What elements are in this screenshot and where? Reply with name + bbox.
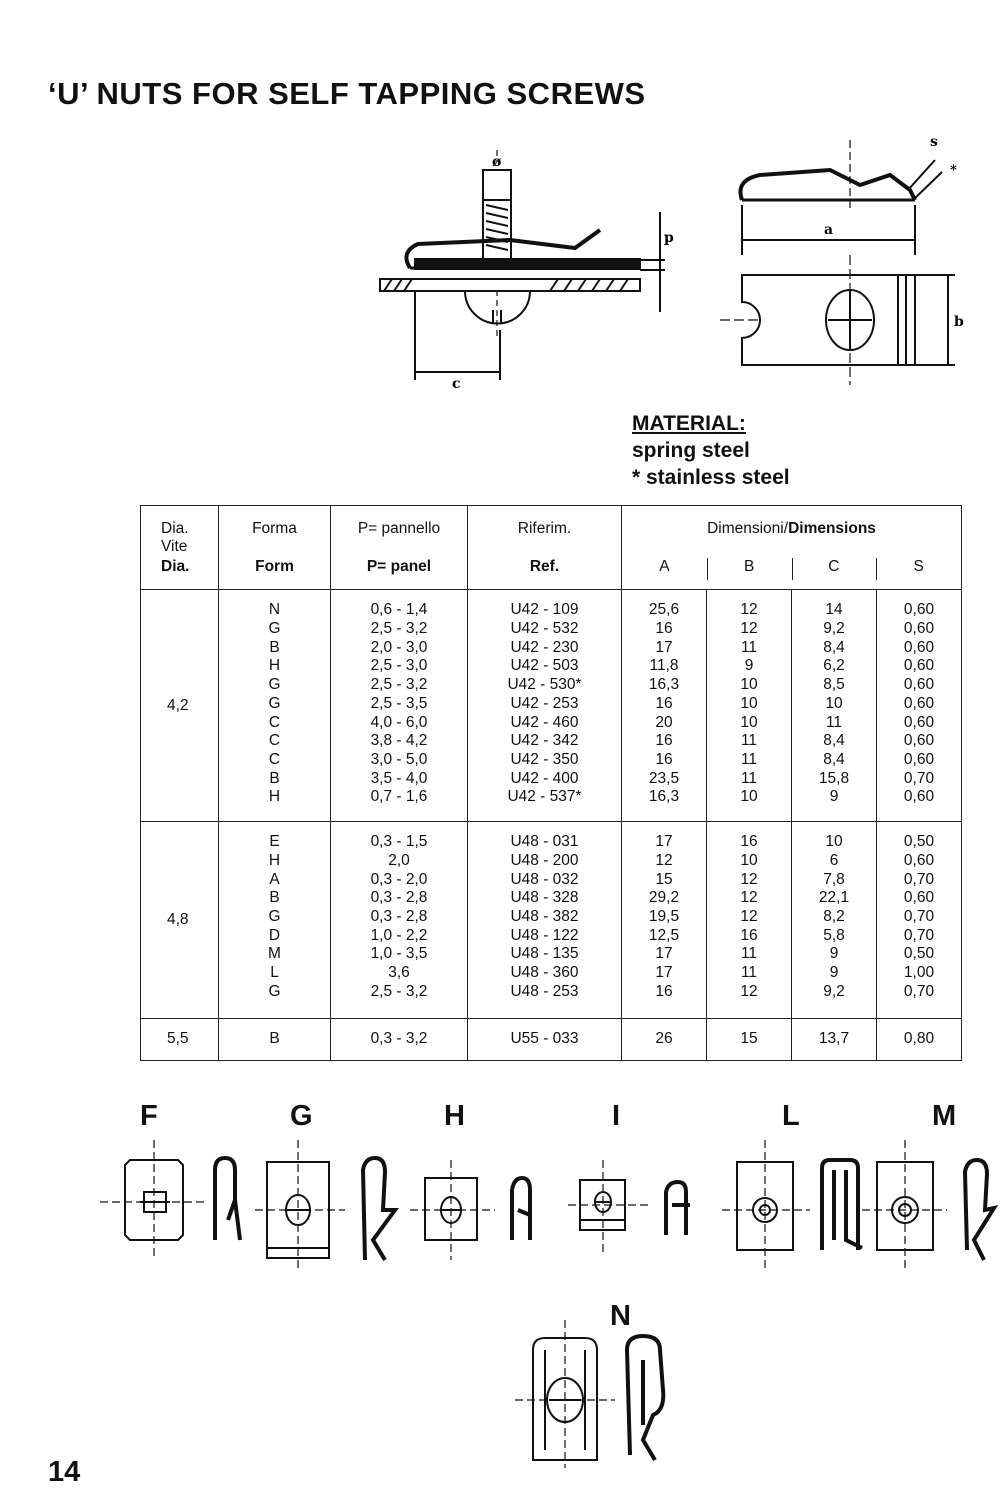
b-cell bbox=[707, 822, 792, 1019]
dia-cell: 4,2 bbox=[141, 590, 219, 822]
header-panel-it: P= pannello bbox=[357, 520, 441, 537]
ref-values: U48 - 031 U48 - 200 U48 - 032 U48 - 328 U48 - 382 U48 - 122 U48 - 135 U48 - 360 U48 - 253 bbox=[510, 833, 579, 1000]
panel-cell bbox=[331, 822, 468, 1019]
s-cell bbox=[877, 590, 962, 822]
c-values: 14 9,2 8,4 6,2 8,5 10 11 8,4 8,4 15,8 9 bbox=[818, 601, 850, 806]
panel-cell bbox=[331, 590, 468, 822]
nut-dimension-drawing bbox=[720, 130, 980, 390]
table-row bbox=[141, 590, 962, 822]
c-label: c bbox=[452, 376, 461, 390]
form-label-n: N bbox=[610, 1300, 631, 1332]
header-dia-it: Dia. Vite bbox=[161, 520, 189, 555]
form-label-g: G bbox=[290, 1100, 313, 1132]
stainless-marker: * bbox=[950, 163, 957, 178]
form-values: N G B H G G C C C B H bbox=[268, 601, 281, 806]
form-l-drawing bbox=[722, 1140, 882, 1270]
form-i-drawing bbox=[568, 1160, 718, 1270]
header-col-a: A bbox=[659, 558, 670, 575]
header-form-en: Form bbox=[255, 558, 294, 575]
header-dia-en: Dia. bbox=[161, 558, 190, 575]
form-values: E H A B G D M L G bbox=[268, 833, 281, 1000]
header-panel bbox=[331, 506, 468, 590]
header-ref-it: Riferim. bbox=[517, 520, 572, 537]
c-cell bbox=[792, 822, 877, 1019]
header-dia bbox=[141, 506, 219, 590]
s-values: 0,50 0,60 0,70 0,60 0,70 0,70 0,50 1,00 0,70 bbox=[903, 833, 935, 1000]
s-label: s bbox=[930, 134, 938, 150]
ref-values: U42 - 109 U42 - 532 U42 - 230 U42 - 503 U42 - 530* U42 - 253 U42 - 460 U42 - 342 U42 - 350 U42 - 400 U42 - 537* bbox=[507, 601, 582, 806]
material-stainless-steel: * stainless steel bbox=[632, 466, 790, 489]
header-dimensions bbox=[622, 506, 962, 590]
material-spring-steel: spring steel bbox=[632, 439, 750, 462]
header-dim-it: Dimensioni/ bbox=[707, 520, 789, 537]
b-values: 12 12 11 9 10 10 10 11 11 11 10 bbox=[740, 601, 758, 806]
ref-cell: U55 - 033 bbox=[468, 1018, 622, 1060]
a-cell bbox=[622, 590, 707, 822]
form-n-drawing bbox=[515, 1320, 695, 1470]
b-cell bbox=[707, 590, 792, 822]
a-cell bbox=[622, 822, 707, 1019]
b-label: b bbox=[954, 314, 964, 330]
header-ref bbox=[468, 506, 622, 590]
form-cell bbox=[219, 590, 331, 822]
header-form-it: Forma bbox=[252, 520, 297, 537]
panel-cell: 0,3 - 3,2 bbox=[331, 1018, 468, 1060]
header-col-c: C bbox=[792, 558, 877, 586]
header-panel-en: P= panel bbox=[366, 558, 432, 575]
form-label-h: H bbox=[444, 1100, 465, 1132]
specification-table bbox=[140, 505, 962, 1061]
header-dim-en: Dimensions bbox=[788, 520, 876, 537]
s-cell bbox=[877, 822, 962, 1019]
a-values: 25,6 16 17 11,8 16,3 16 20 16 16 23,5 16,3 bbox=[648, 601, 680, 806]
p-label: p bbox=[664, 230, 674, 246]
b-values: 16 10 12 12 12 16 11 11 12 bbox=[740, 833, 758, 1000]
header-form bbox=[219, 506, 331, 590]
form-g-drawing bbox=[255, 1140, 405, 1270]
a-cell: 26 bbox=[622, 1018, 707, 1060]
c-cell bbox=[792, 590, 877, 822]
c-values: 10 6 7,8 22,1 8,2 5,8 9 9 9,2 bbox=[818, 833, 850, 1000]
header-col-b: B bbox=[707, 558, 792, 586]
material-note bbox=[632, 410, 790, 491]
form-label-f: F bbox=[140, 1100, 158, 1132]
form-cell bbox=[219, 822, 331, 1019]
form-m-drawing bbox=[862, 1140, 1000, 1270]
panel-values: 0,6 - 1,4 2,5 - 3,2 2,0 - 3,0 2,5 - 3,0 2,5 - 3,2 2,5 - 3,5 4,0 - 6,0 3,8 - 4,2 3,0 - 5,0 3,5 - 4,0 0,7 - 1,6 bbox=[370, 601, 428, 806]
ref-cell bbox=[468, 822, 622, 1019]
form-label-l: L bbox=[782, 1100, 800, 1132]
s-cell: 0,80 bbox=[877, 1018, 962, 1060]
page-title: ‘U’ NUTS FOR SELF TAPPING SCREWS bbox=[48, 76, 646, 111]
table-row bbox=[141, 1018, 962, 1060]
ref-cell bbox=[468, 590, 622, 822]
a-label: a bbox=[824, 222, 834, 238]
assembly-section-drawing bbox=[370, 140, 680, 390]
form-f-drawing bbox=[100, 1140, 250, 1265]
table-row bbox=[141, 822, 962, 1019]
dia-cell: 4,8 bbox=[141, 822, 219, 1019]
header-col-s: S bbox=[876, 558, 961, 586]
form-label-i: I bbox=[612, 1100, 621, 1132]
s-values: 0,60 0,60 0,60 0,60 0,60 0,60 0,60 0,60 0,60 0,70 0,60 bbox=[903, 601, 935, 806]
diameter-label: ø bbox=[492, 154, 502, 170]
table-header-row bbox=[141, 506, 962, 590]
b-cell: 15 bbox=[707, 1018, 792, 1060]
dia-cell: 5,5 bbox=[141, 1018, 219, 1060]
form-h-drawing bbox=[410, 1160, 560, 1270]
material-heading: MATERIAL: bbox=[632, 412, 746, 435]
form-label-m: M bbox=[932, 1100, 957, 1132]
c-cell: 13,7 bbox=[792, 1018, 877, 1060]
header-ref-en: Ref. bbox=[529, 558, 560, 575]
a-values: 17 12 15 29,2 19,5 12,5 17 17 16 bbox=[648, 833, 680, 1000]
panel-values: 0,3 - 1,5 2,0 0,3 - 2,0 0,3 - 2,8 0,3 - 2,8 1,0 - 2,2 1,0 - 3,5 3,6 2,5 - 3,2 bbox=[370, 833, 428, 1000]
form-cell: B bbox=[219, 1018, 331, 1060]
page-number: 14 bbox=[48, 1456, 81, 1488]
